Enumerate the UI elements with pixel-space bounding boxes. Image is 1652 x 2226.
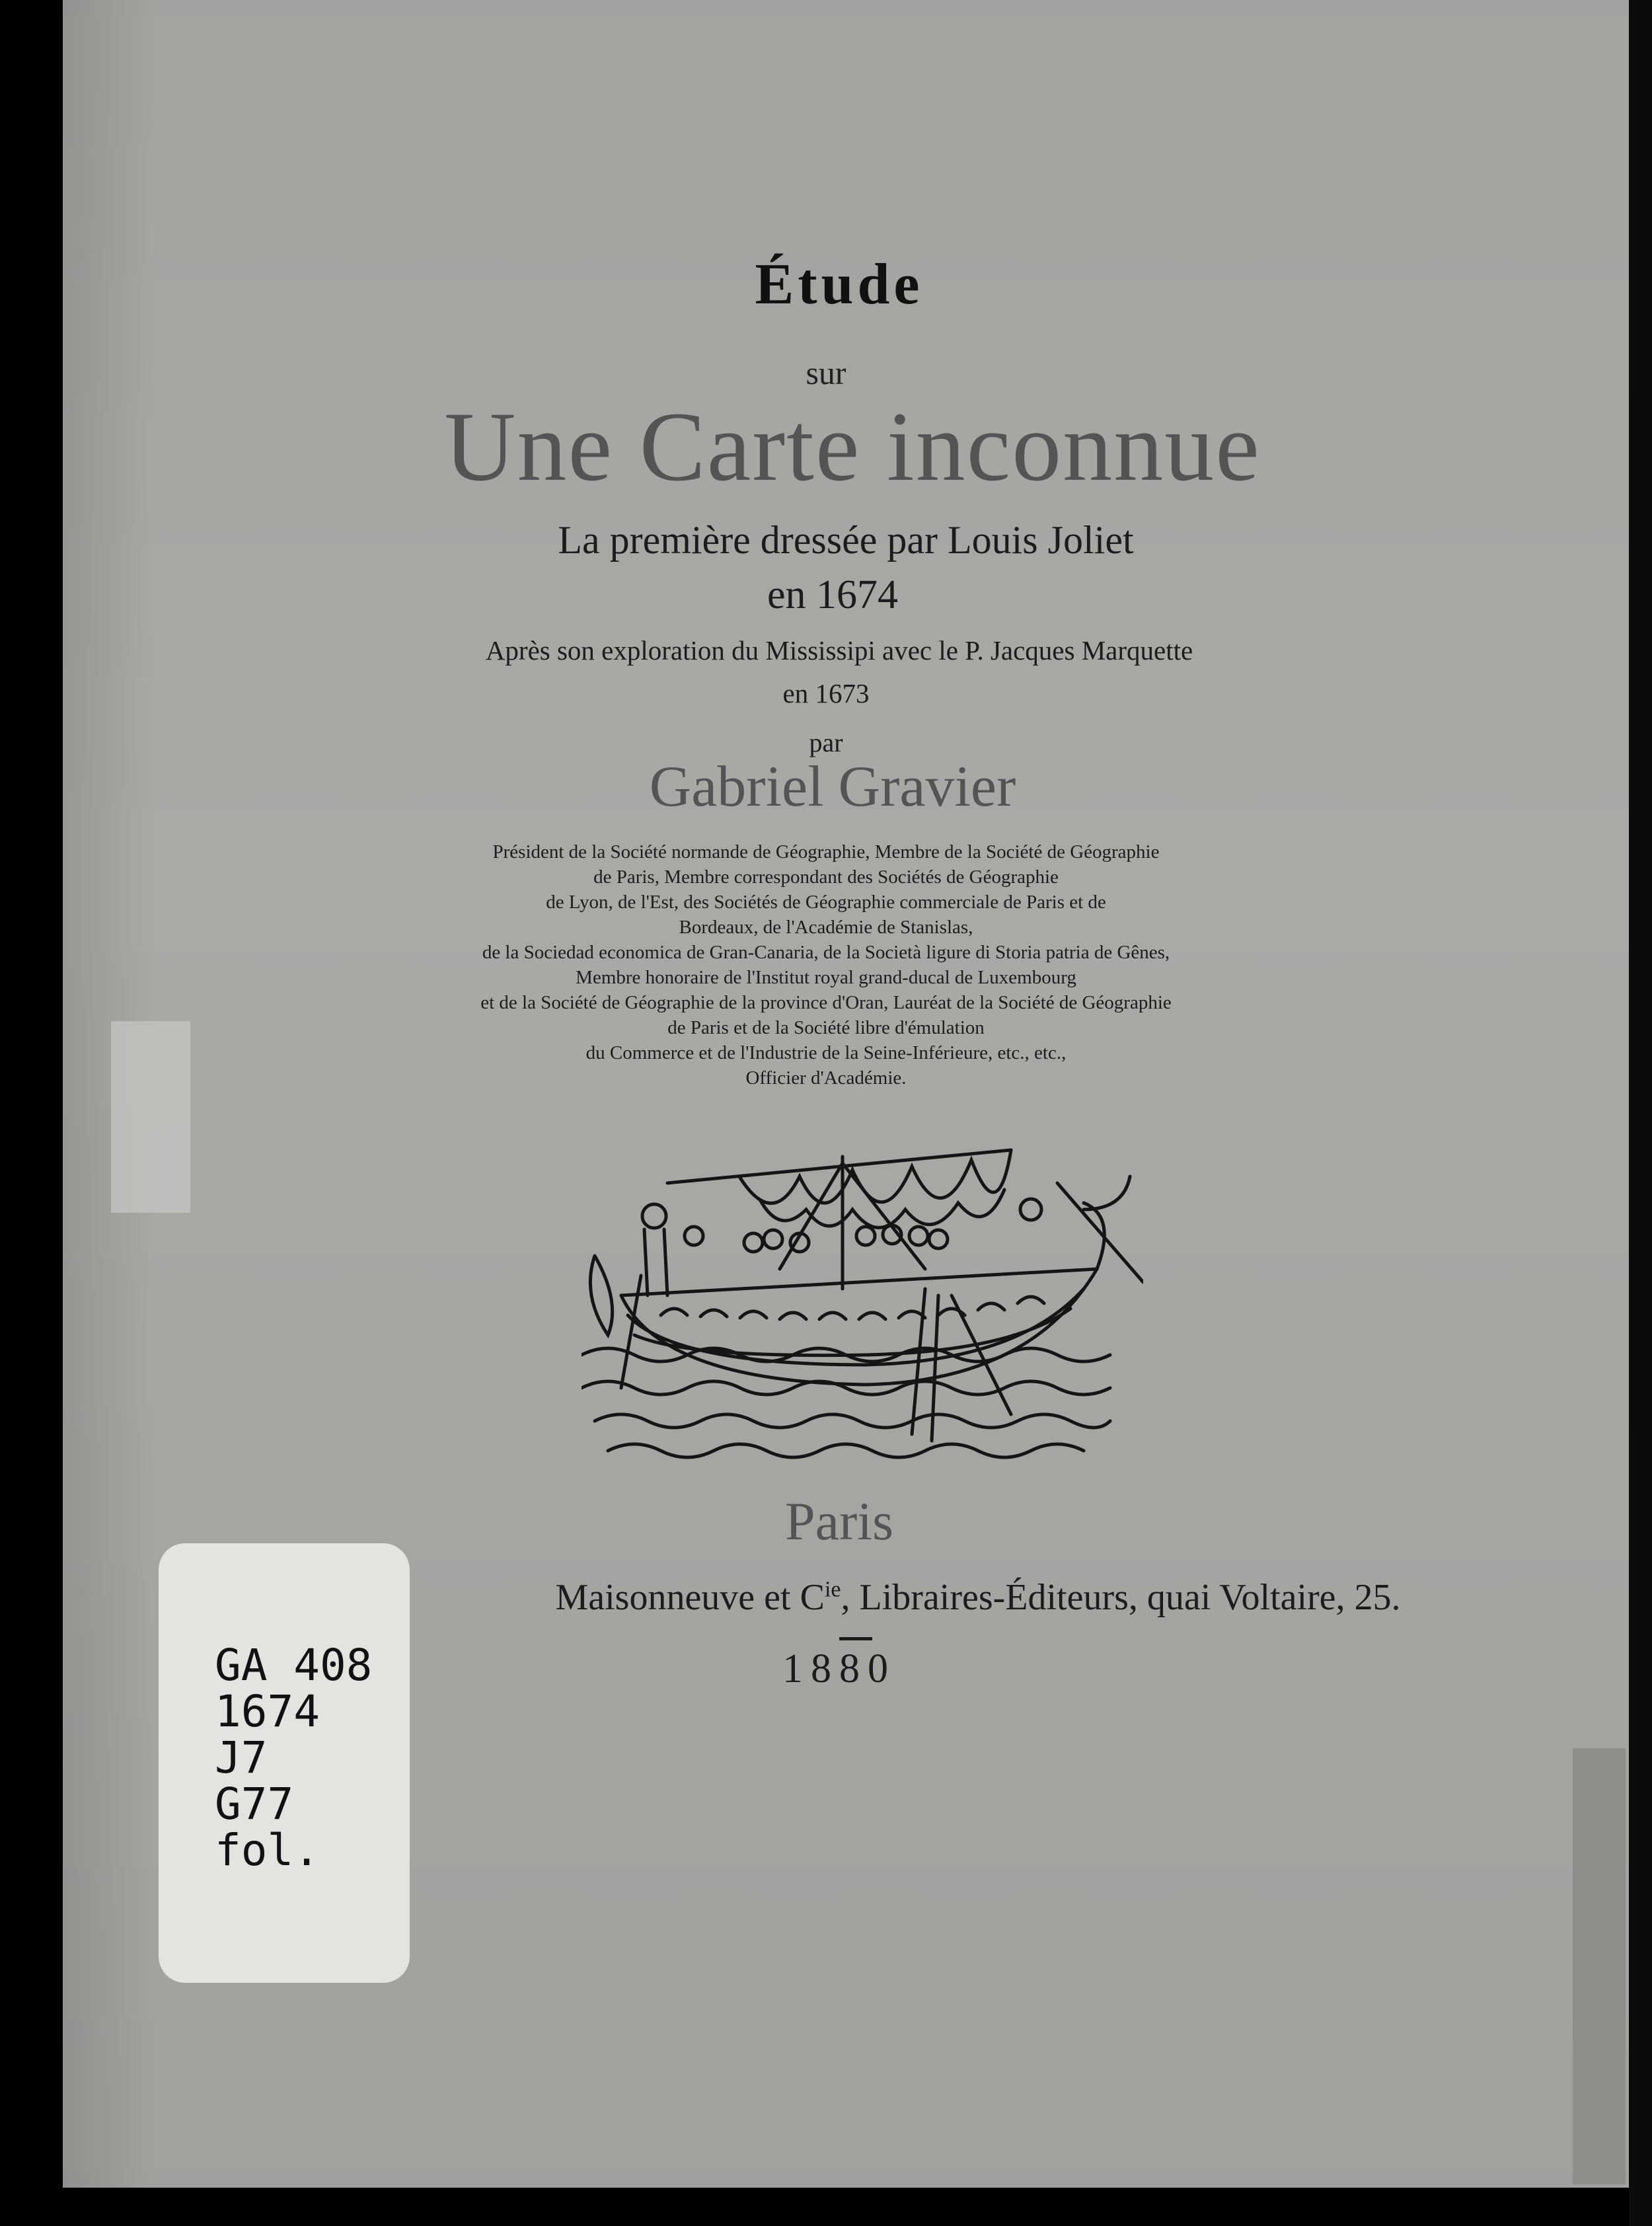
scan-border — [1629, 0, 1652, 2226]
call-number-line: J7 — [215, 1732, 268, 1783]
call-number-line: fol. — [215, 1825, 320, 1876]
credential-line: Membre honoraire de l'Institut royal grand-ducal de Luxembourg — [576, 967, 1076, 988]
publisher-superscript: ie — [824, 1577, 841, 1602]
publisher-name: Maisonneuve et C — [555, 1577, 825, 1618]
credential-line: de Lyon, de l'Est, des Sociétés de Géographie commerciale de Paris et de — [546, 892, 1106, 913]
credential-line: du Commerce et de l'Industrie de la Seine-Inférieure, etc., etc., — [585, 1042, 1067, 1063]
publication-year: 1880 — [782, 1646, 896, 1691]
call-number-line: 1674 — [215, 1686, 320, 1737]
separator-dash — [839, 1637, 872, 1640]
call-number-line: GA 408 — [215, 1640, 373, 1691]
ship-illustration — [582, 1137, 1143, 1467]
credential-line: Bordeaux, de l'Académie de Stanislas, — [679, 917, 973, 938]
title-connector: sur — [806, 354, 846, 391]
imprint-city: Paris — [785, 1491, 893, 1551]
subtitle-line-2: en 1674 — [767, 572, 899, 617]
main-title: Une Carte inconnue — [444, 392, 1261, 502]
credential-line: de Paris, Membre correspondant des Sociétés de Géographie — [593, 866, 1059, 888]
page-edge — [1573, 1748, 1626, 2184]
subtitle-line-1: La première dressée par Louis Joliet — [558, 518, 1134, 562]
call-number — [215, 1642, 372, 1874]
publisher-address: , Libraires-Éditeurs, quai Voltaire, 25. — [841, 1577, 1401, 1618]
author-credentials — [0, 839, 1652, 1091]
credential-line: de Paris et de la Société libre d'émulation — [667, 1017, 985, 1038]
subtitle-line-3: Après son exploration du Mississipi avec le P. Jacques Marquette — [485, 635, 1193, 666]
call-number-line: G77 — [215, 1779, 294, 1829]
author-name: Gabriel Gravier — [649, 755, 1016, 819]
title: Étude — [755, 252, 924, 317]
subtitle-line-4: en 1673 — [782, 678, 870, 709]
credential-line: Président de la Société normande de Géographie, Membre de la Société de Géographie — [492, 841, 1160, 863]
credential-line: Officier d'Académie. — [745, 1067, 907, 1089]
credential-line: de la Sociedad economica de Gran-Canaria, de la Società ligure di Storia patria de Gênes, — [482, 942, 1170, 963]
by-line: par — [809, 728, 843, 757]
credential-line: et de la Société de Géographie de la province d'Oran, Lauréat de la Société de Géographie — [480, 992, 1172, 1013]
